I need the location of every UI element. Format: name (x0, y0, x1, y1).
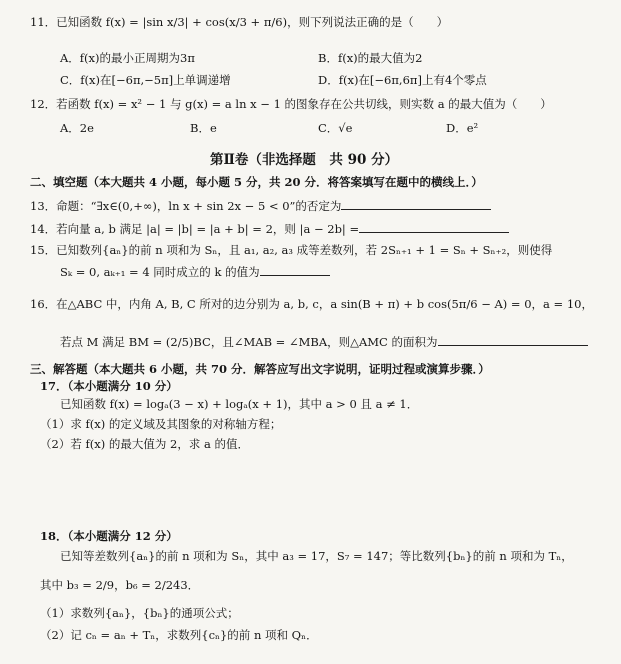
q15-text: Sₖ = 0, aₖ₊₁ = 4 同时成立的 k 的值为 (60, 265, 260, 279)
fill-in-heading: 二、填空题（本大题共 4 小题，每小题 5 分，共 20 分．将答案填写在题中的横线上．） (30, 175, 483, 189)
part2-title: 第Ⅱ卷（非选择题 共 90 分） (210, 152, 399, 168)
q17-stem: 已知函数 f(x) = logₐ(3 − x) + logₐ(x + 1)，其中 a > 0 且 a ≠ 1． (60, 397, 419, 411)
q14-text: 14．若向量 a, b 满足 |a| = |b| = |a + b| = 2，则 |a − 2b| = (30, 222, 360, 236)
q17-heading: 17．（本小题满分 10 分） (40, 379, 178, 393)
q15-line2 (60, 263, 330, 280)
q13-answer-blank (341, 197, 491, 210)
q12-option-a: A．2e (60, 121, 94, 135)
q11-option-a: A．f(x)的最小正周期为3π (60, 51, 195, 65)
q13-text: 13．命题：“∃x∈(0,+∞)，ln x + sin 2x − 5 < 0”的否定为 (30, 199, 342, 213)
q17-part2: （2）若 f(x) 的最大值为 2，求 a 的值． (40, 437, 249, 451)
q12-option-c: C．√e (318, 121, 353, 135)
q11-option-c: C．f(x)在[−6π,−5π]上单调递增 (60, 73, 231, 87)
q14-answer-blank (359, 220, 509, 233)
q18-heading: 18．（本小题满分 12 分） (40, 529, 178, 543)
q12-option-b: B．e (190, 121, 217, 135)
q16-text: 若点 M 满足 BM = (2/5)BC，且∠MAB = ∠MBA，则△AMC 的面积为 (60, 335, 438, 349)
q16-line1: 16．在△ABC 中，内角 A, B, C 所对的边分别为 a, b, c，a sin(B + π) + b cos(5π/6 − A) = 0，a = 10， (30, 297, 593, 311)
q16-answer-blank (438, 333, 588, 346)
q18-part1: （1）求数列{aₙ}，{bₙ}的通项公式； (40, 606, 239, 620)
answer-heading: 三、解答题（本大题共 6 小题，共 70 分．解答应写出文字说明，证明过程或演算步骤．） (30, 362, 490, 376)
q13 (30, 197, 491, 214)
q16-line2 (60, 333, 588, 350)
q18-part2: （2）记 cₙ = aₙ + Tₙ，求数列{cₙ}的前 n 项和 Qₙ． (40, 628, 318, 642)
q18-stem1: 已知等差数列{aₙ}的前 n 项和为 Sₙ，其中 a₃ = 17，S₇ = 147；等比数列{bₙ}的前 n 项和为 Tₙ， (60, 549, 573, 563)
q12-stem: 12．若函数 f(x) = x² − 1 与 g(x) = a ln x − 1 的图象存在公共切线，则实数 a 的最大值为（ ） (30, 97, 552, 111)
q12-option-d: D．e² (446, 121, 479, 135)
q15-answer-blank (260, 263, 330, 276)
q11-option-d: D．f(x)在[−6π,6π]上有4个零点 (318, 73, 487, 87)
q11-option-b: B．f(x)的最大值为2 (318, 51, 423, 65)
q18-stem2: 其中 b₃ = 2/9，b₆ = 2/243． (40, 578, 200, 592)
q11-stem: 11．已知函数 f(x) = |sin x/3| + cos(x/3 + π/6)，则下列说法正确的是（ ） (30, 15, 449, 29)
q17-part1: （1）求 f(x) 的定义域及其图象的对称轴方程； (40, 417, 282, 431)
q14 (30, 220, 509, 237)
q15-line1: 15．已知数列{aₙ}的前 n 项和为 Sₙ，且 a₁, a₂, a₃ 成等差数列，若 2Sₙ₊₁ + 1 = Sₙ + Sₙ₊₂，则使得 (30, 243, 553, 257)
